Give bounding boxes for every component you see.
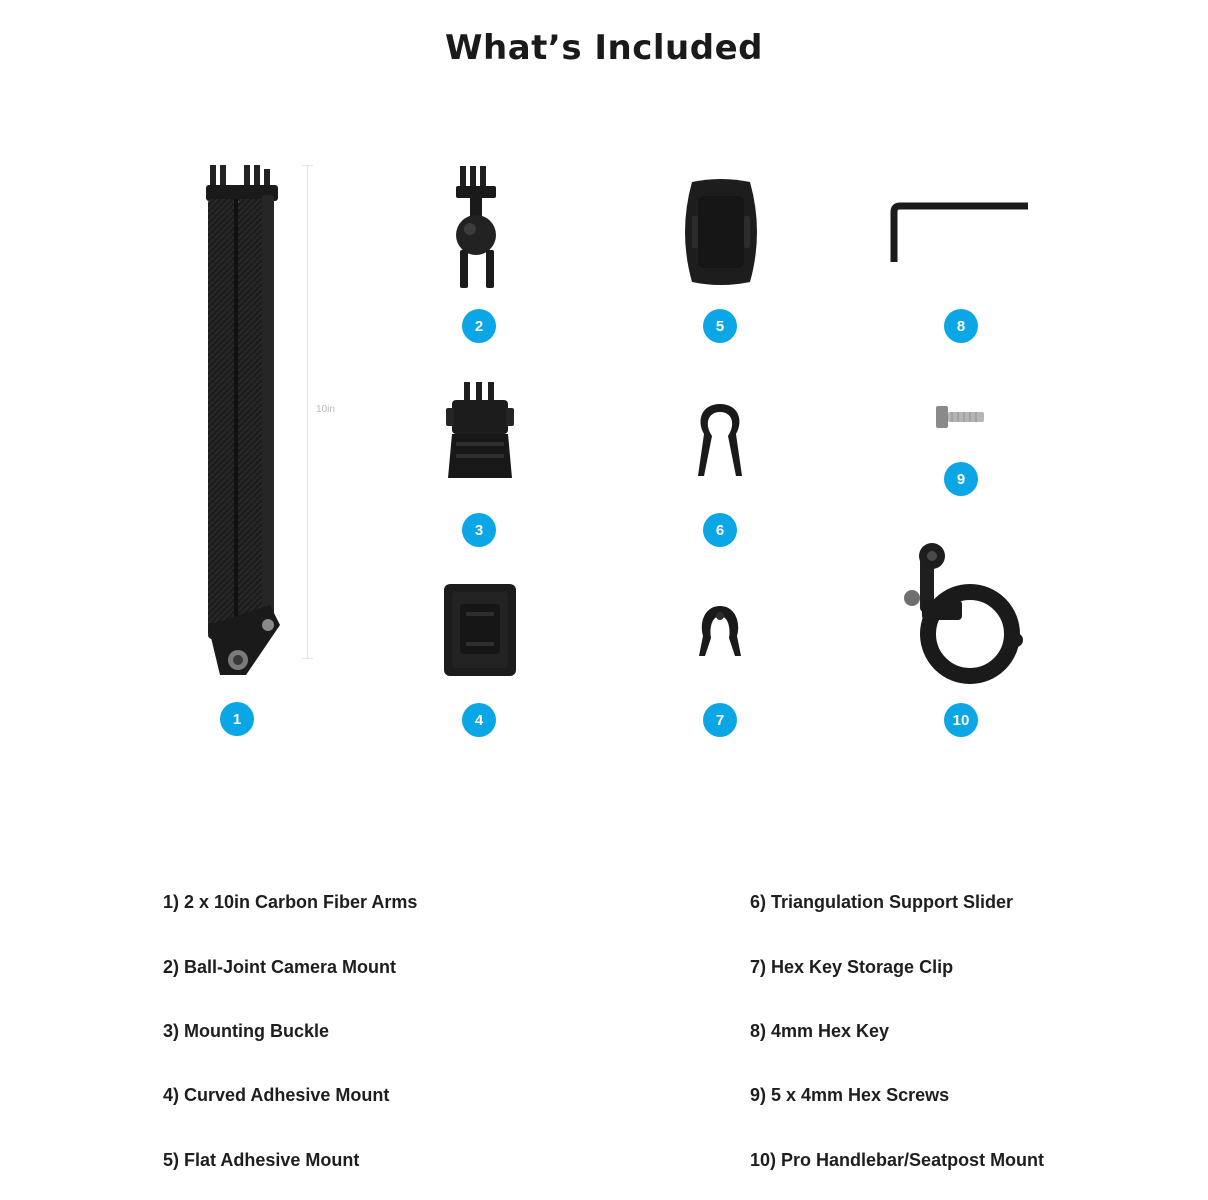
ball-joint-camera-mount-image xyxy=(440,160,520,295)
carbon-fiber-arms-image xyxy=(190,155,300,685)
list-item: 3) Mounting Buckle xyxy=(163,1021,329,1041)
list-item: 6) Triangulation Support Slider xyxy=(750,892,1014,912)
list-item: 8) 4mm Hex Key xyxy=(750,1021,890,1041)
list-item: 2) Ball-Joint Camera Mount xyxy=(163,957,397,977)
badge-9: 9 xyxy=(944,462,978,496)
list-item: 4) Curved Adhesive Mount xyxy=(163,1085,390,1105)
list-item: 9) 5 x 4mm Hex Screws xyxy=(750,1085,950,1105)
badge-2: 2 xyxy=(462,309,496,343)
badge-1: 1 xyxy=(220,702,254,736)
hex-key-image xyxy=(888,198,1034,270)
badge-6: 6 xyxy=(703,513,737,547)
dimension-label: 10in xyxy=(316,404,335,415)
triangulation-support-slider-image xyxy=(690,398,750,480)
list-item: 10) Pro Handlebar/Seatpost Mount xyxy=(750,1150,1045,1170)
dimension-tick-bottom xyxy=(302,658,313,659)
dimension-line xyxy=(307,165,308,658)
badge-10: 10 xyxy=(944,703,978,737)
badge-3: 3 xyxy=(462,513,496,547)
flat-adhesive-mount-image xyxy=(678,178,764,286)
badge-8: 8 xyxy=(944,309,978,343)
page-title: What’s Included xyxy=(445,28,763,68)
list-item: 5) Flat Adhesive Mount xyxy=(163,1150,360,1170)
list-item: 7) Hex Key Storage Clip xyxy=(750,957,954,977)
mounting-buckle-image xyxy=(442,378,518,490)
hex-key-storage-clip-image xyxy=(695,602,745,660)
hex-screw-image xyxy=(934,402,988,432)
curved-adhesive-mount-image xyxy=(442,582,518,678)
badge-4: 4 xyxy=(462,703,496,737)
badge-7: 7 xyxy=(703,703,737,737)
badge-5: 5 xyxy=(703,309,737,343)
handlebar-seatpost-mount-image xyxy=(898,538,1032,684)
dimension-tick-top xyxy=(302,165,313,166)
list-item: 1) 2 x 10in Carbon Fiber Arms xyxy=(163,892,418,912)
